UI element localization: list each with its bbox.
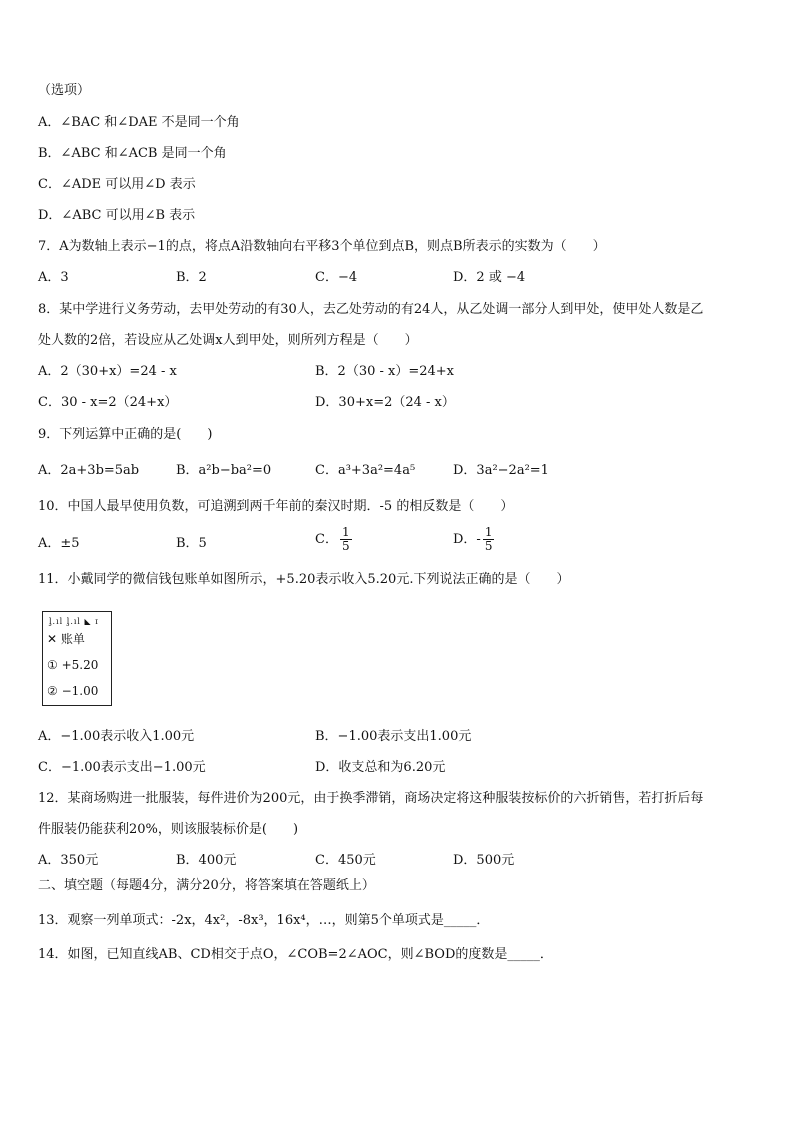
q8-option-c: C．30 - x=2（24+x）: [38, 395, 178, 410]
fraction-numerator: 1: [341, 525, 350, 539]
q9-stem: 9．下列运算中正确的是( ): [38, 427, 213, 442]
q8-stem-line2: 处人数的2倍，若设应从乙处调x人到甲处，则所列方程是（ ）: [38, 333, 418, 348]
fraction-denominator: 5: [484, 539, 493, 553]
wallet-title: ✕ 账单: [47, 632, 85, 646]
q14-stem: 14．如图，已知直线AB、CD相交于点O，∠COB=2∠AOC，则∠BOD的度数是_____．: [38, 947, 553, 962]
q8-option-d: D．30+x=2（24 - x）: [315, 395, 455, 410]
q7-option-d: D．2 或 −4: [453, 270, 526, 285]
q10-stem: 10．中国人最早使用负数，可追溯到两千年前的秦汉时期．-5 的相反数是（ ）: [38, 499, 514, 514]
q12-stem-line1: 12．某商场购进一批服装，每件进价为200元，由于换季滞销，商场决定将这种服装按标价的六折销售，若打折后每: [38, 791, 704, 806]
q7-option-b: B．2: [176, 270, 207, 285]
q9-option-b: B．a²b−ba²=0: [176, 463, 272, 478]
wallet-bill-figure: [42, 611, 112, 706]
q11-stem: 11．小戴同学的微信钱包账单如图所示，+5.20表示收入5.20元.下列说法正确的是（ ）: [38, 572, 570, 587]
q6-option-b: B．∠ABC 和∠ACB 是同一个角: [38, 146, 227, 161]
q6-option-d: D．∠ABC 可以用∠B 表示: [38, 208, 196, 223]
q7-option-c: C．−4: [315, 270, 358, 285]
q6-option-c: C．∠ADE 可以用∠D 表示: [38, 177, 196, 192]
wallet-item-income: ① +5.20: [47, 658, 99, 672]
q10-option-c-label: C．: [315, 532, 338, 547]
q9-option-d: D．3a²−2a²=1: [453, 463, 549, 478]
q11-option-a: A．−1.00表示收入1.00元: [38, 729, 195, 744]
q12-option-d: D．500元: [453, 853, 515, 868]
options-intro: （选项）: [38, 83, 91, 98]
q10-option-d: [453, 526, 494, 553]
q8-stem-line1: 8．某中学进行义务劳动，去甲处劳动的有30人，去乙处劳动的有24人，从乙处调一部分人到甲处，使甲处人数是乙: [38, 302, 704, 317]
q7-stem: 7．A为数轴上表示−1的点，将点A沿数轴向右平移3个单位到点B，则点B所表示的实数为（ ）: [38, 239, 606, 254]
q13-stem: 13．观察一列单项式：-2x，4x²，-8x³，16x⁴，…，则第5个单项式是_____．: [38, 913, 490, 928]
q10-option-b: B．5: [176, 536, 207, 551]
q11-option-c: C．−1.00表示支出−1.00元: [38, 760, 206, 775]
q10-option-d-fraction: [483, 526, 495, 553]
q9-option-c: C．a³+3a²=4a⁵: [315, 463, 416, 478]
q10-option-c-fraction: [340, 526, 352, 553]
q10-option-d-label: D．-: [453, 532, 481, 547]
fraction-numerator: 1: [484, 525, 493, 539]
q12-stem-line2: 件服装仍能获利20%，则该服装标价是( ): [38, 822, 299, 837]
q9-option-a: A．2a+3b=5ab: [38, 463, 140, 478]
q10-option-c: [315, 526, 352, 553]
q10-option-a: A．±5: [38, 536, 80, 551]
fraction-denominator: 5: [341, 539, 350, 553]
q12-option-b: B．400元: [176, 853, 237, 868]
q8-option-b: B．2（30 - x）=24+x: [315, 364, 455, 379]
q6-option-a: A．∠BAC 和∠DAE 不是同一个角: [38, 115, 240, 130]
wallet-status-bar: ᶅ.ıl ᶅ.ıl ◣ ɪ: [49, 617, 99, 626]
q12-option-c: C．450元: [315, 853, 376, 868]
q11-option-b: B．−1.00表示支出1.00元: [315, 729, 472, 744]
q11-option-d: D．收支总和为6.20元: [315, 760, 446, 775]
wallet-item-expense: ② −1.00: [47, 684, 99, 698]
q8-option-a: A．2（30+x）=24 - x: [38, 364, 177, 379]
q12-option-a: A．350元: [38, 853, 99, 868]
q7-option-a: A．3: [38, 270, 69, 285]
section-fill-in-heading: 二、填空题（每题4分，满分20分，将答案填在答题纸上）: [38, 878, 375, 893]
